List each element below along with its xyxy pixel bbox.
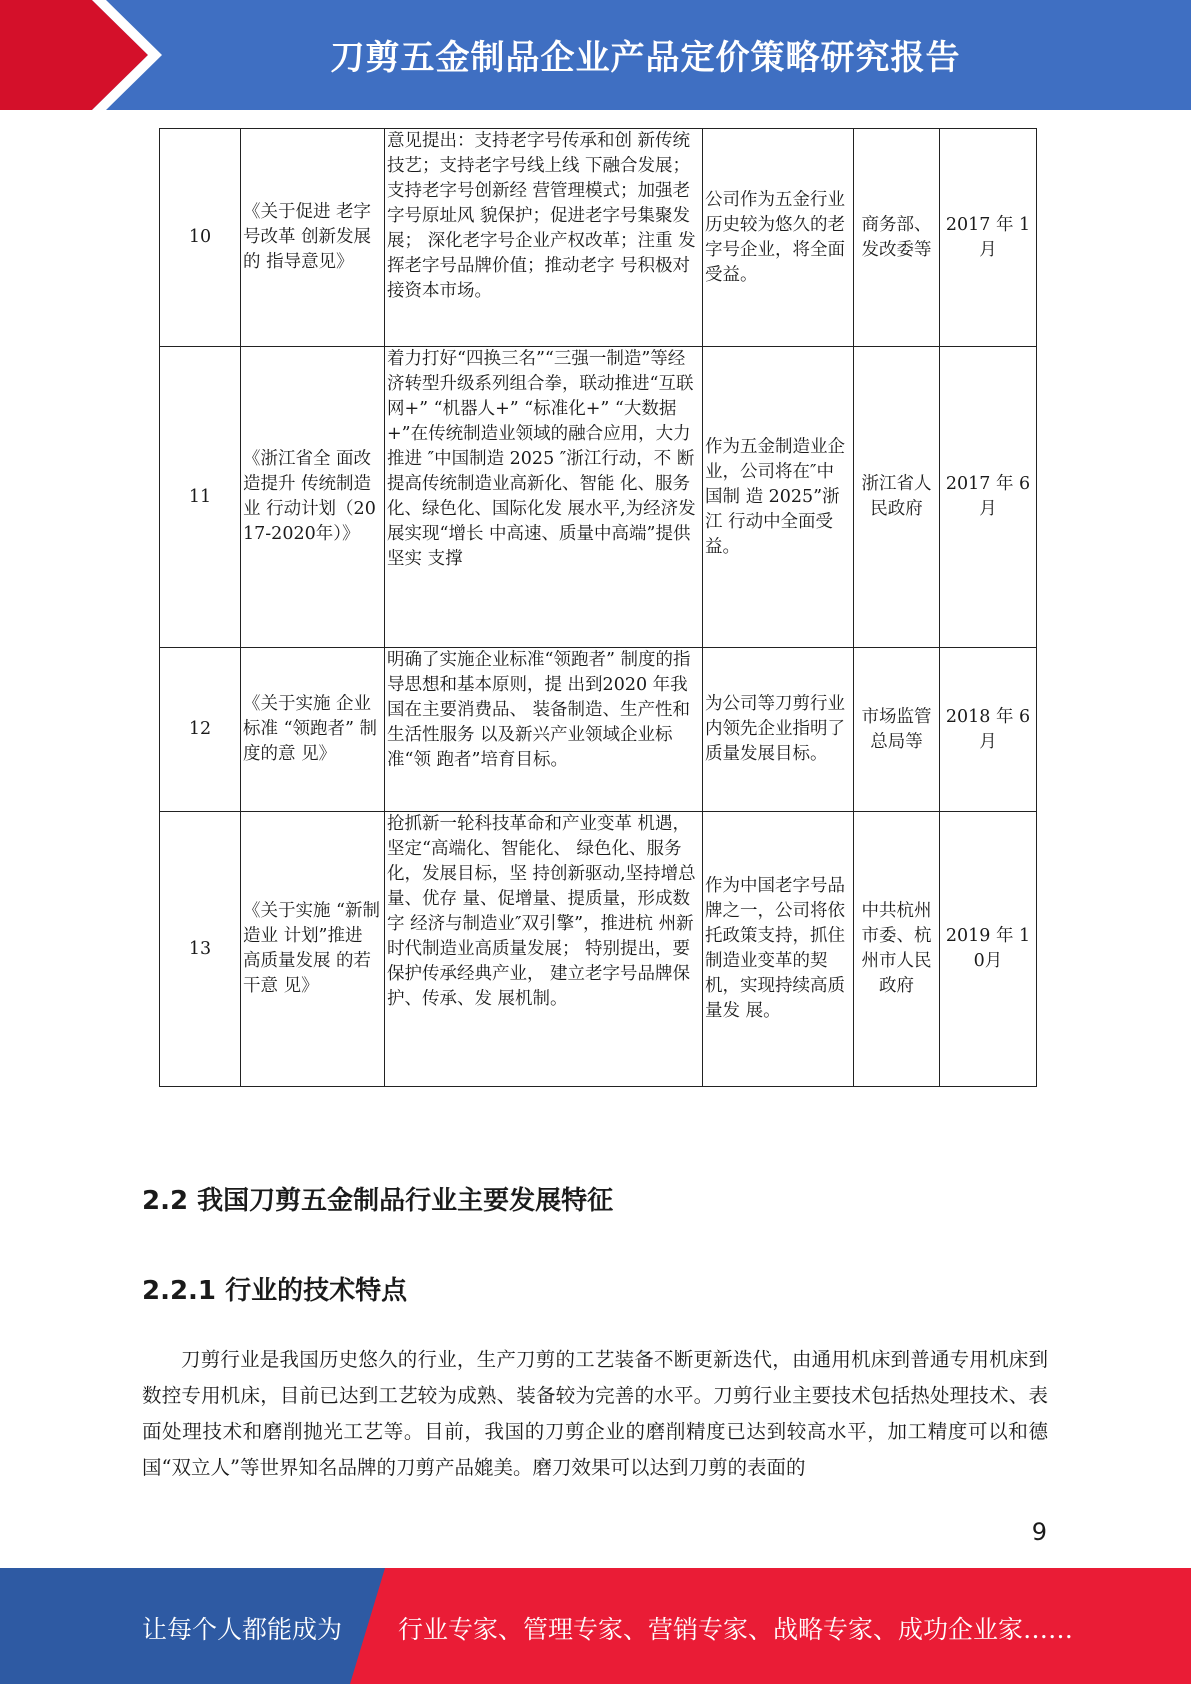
header-banner — [0, 0, 1191, 110]
policy-name: 《浙江省全 面改造提升 传统制造业 行动计划（2017-2020年）》 — [241, 347, 385, 648]
issuing-department: 浙江省人民政府 — [854, 347, 940, 648]
row-number: 12 — [160, 648, 241, 812]
table-row — [160, 347, 1037, 648]
policy-content: 意见提出：支持老字号传承和创 新传统技艺；支持老字号线上线 下融合发展；支持老字号创新经 营管理模式；加强老字号原址风 貌保护；促进老字号集聚发展； 深化老字号企业产权改革；注重 发挥老字号品牌价值；推动老字 号积极对接资本市场。 — [385, 129, 703, 347]
section-heading: 2.2 我国刀剪五金制品行业主要发展特征 — [142, 1186, 614, 1216]
issue-date: 2017 年 6月 — [940, 347, 1037, 648]
table-row — [160, 129, 1037, 347]
issuing-department: 市场监管总局等 — [854, 648, 940, 812]
header-red-arrow — [0, 0, 170, 110]
row-number: 11 — [160, 347, 241, 648]
policy-name: 《关于实施 “新制造业 计划”推进 高质量发展 的若干意 见》 — [241, 812, 385, 1087]
policy-impact: 作为中国老字号品牌之一，公司将依托政策支持，抓住制造业变革的契机，实现持续高质量发 展。 — [703, 812, 854, 1087]
policy-content: 明确了实施企业标准“领跑者” 制度的指导思想和基本原则，提 出到2020 年我国在主要消费品、 装备制造、生产性和生活性服务 以及新兴产业领域企业标准“领 跑者”培育目标。 — [385, 648, 703, 812]
policy-impact: 为公司等刀剪行业内领先企业指明了质量发展目标。 — [703, 648, 854, 812]
footer-slogan-right: 行业专家、管理专家、营销专家、战略专家、成功企业家…… — [398, 1615, 1074, 1644]
table-row — [160, 812, 1037, 1087]
row-number: 10 — [160, 129, 241, 347]
policy-impact: 作为五金制造业企业，公司将在″中国制 造 2025”浙江 行动中全面受 益。 — [703, 347, 854, 648]
row-number: 13 — [160, 812, 241, 1087]
issuing-department: 商务部、发改委等 — [854, 129, 940, 347]
table-row — [160, 648, 1037, 812]
policy-content: 抢抓新一轮科技革命和产业变革 机遇，坚定“高端化、智能化、 绿色化、服务化，发展目标，坚 持创新驱动,坚持增总量、优存 量、促增量、提质量，形成数字 经济与制造业″双引擎”，推进杭 州新时代制造业高质量发展； 特别提出，要保护传承经典产业， 建立老字号品牌保护、传承、发 展机制。 — [385, 812, 703, 1087]
policy-table — [159, 128, 1037, 1087]
issue-date: 2019 年 10月 — [940, 812, 1037, 1087]
footer-banner — [0, 1568, 1191, 1684]
issue-date: 2018 年 6月 — [940, 648, 1037, 812]
policy-impact: 公司作为五金行业历史较为悠久的老字号企业，将全面受益。 — [703, 129, 854, 347]
issuing-department: 中共杭州市委、杭州市人民政府 — [854, 812, 940, 1087]
policy-name: 《关于促进 老字号改革 创新发展的 指导意见》 — [241, 129, 385, 347]
issue-date: 2017 年 1月 — [940, 129, 1037, 347]
policy-content: 着力打好“四换三名”“三强一制造”等经济转型升级系列组合拳，联动推进“互联网+” “机器人+” “标准化+” “大数据+”在传统制造业领域的融合应用，大力推进 ″中国制造 2025 ″浙江行动，不 断提高传统制造业高新化、智能 化、服务化、绿色化、国际化发 展水平,为经济发展实现“增长 中高速、质量中高端”提供坚实 支撑 — [385, 347, 703, 648]
policy-name: 《关于实施 企业标准 “领跑者” 制度的意 见》 — [241, 648, 385, 812]
footer-slogan-left: 让每个人都能成为 — [142, 1615, 343, 1644]
body-paragraph: 刀剪行业是我国历史悠久的行业，生产刀剪的工艺装备不断更新迭代，由通用机床到普通专用机床到数控专用机床，目前已达到工艺较为成熟、装备较为完善的水平。刀剪行业主要技术包括热处理技术、表面处理技术和磨削抛光工艺等。目前，我国的刀剪企业的磨削精度已达到较高水平，加工精度可以和德国“双立人”等世界知名品牌的刀剪产品媲美。磨刀效果可以达到刀剪的表面的 — [142, 1348, 1048, 1479]
subsection-heading: 2.2.1 行业的技术特点 — [142, 1276, 408, 1306]
page-number: 9 — [1031, 1518, 1047, 1546]
report-title: 刀剪五金制品企业产品定价策略研究报告 — [330, 38, 961, 78]
